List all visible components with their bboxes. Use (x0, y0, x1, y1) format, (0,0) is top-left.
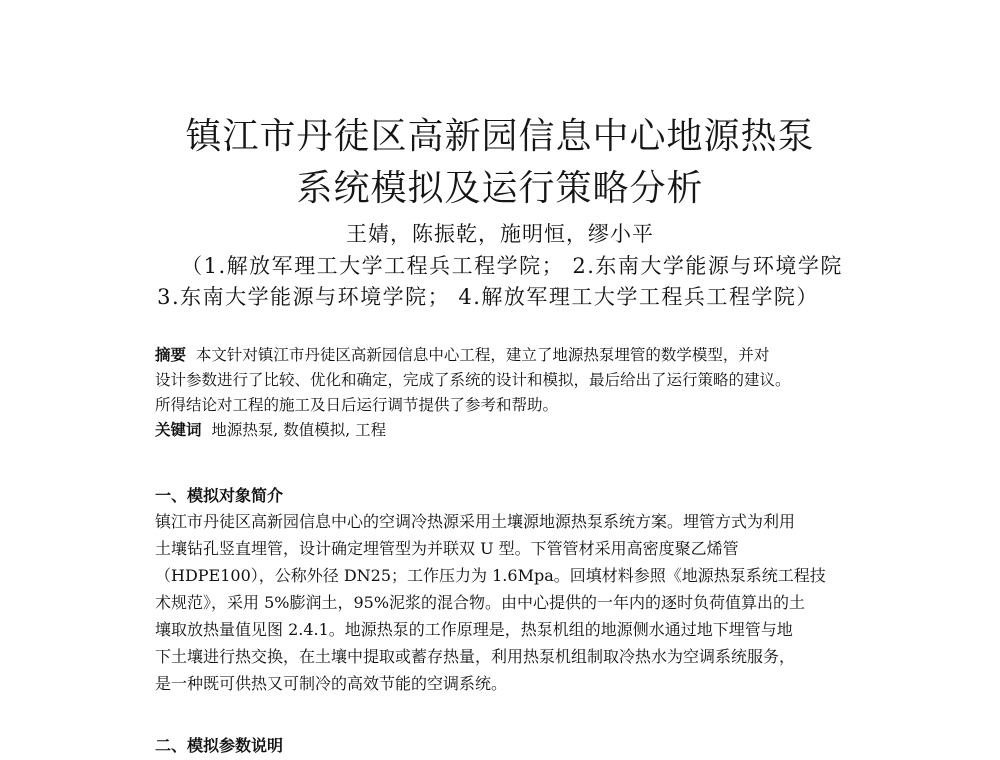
section-2-heading: 二、模拟参数说明 (155, 736, 284, 755)
body-line: 是一种既可供热又可制冷的高效节能的空调系统。 (155, 674, 508, 693)
author-list: 王婧，陈振乾，施明恒，缪小平 (346, 222, 654, 246)
abstract-line-2: 设计参数进行了比较、优化和确定，完成了系统的设计和模拟，最后给出了运行策略的建议。 (155, 371, 791, 389)
section-1-heading: 一、模拟对象简介 (155, 486, 284, 505)
affiliation-line-1: （1.解放军理工大学工程兵工程学院； 2.东南大学能源与环境学院 (181, 254, 843, 278)
abstract (155, 343, 855, 418)
paper-title-line-2: 系统模拟及运行策略分析 (296, 168, 704, 209)
abstract-label: 摘要 (155, 346, 187, 364)
abstract-line-1 (155, 343, 855, 368)
body-line: （HDPE100），公称外径 DN25；工作压力为 1.6Mpa。回填材料参照《地源热泵系统工程技 (155, 566, 826, 585)
keywords-label: 关键词 (155, 421, 202, 439)
keywords-text: 地源热泵, 数值模拟, 工程 (211, 421, 387, 439)
abstract-line-3: 所得结论对工程的施工及日后运行调节提供了参考和帮助。 (155, 396, 559, 414)
paper-title-line-1: 镇江市丹徒区高新园信息中心地源热泵 (185, 116, 815, 157)
body-line: 下土壤进行热交换，在土壤中提取或蓄存热量，利用热泵机组制取冷热水为空调系统服务， (155, 647, 796, 666)
section-1-body (155, 508, 855, 697)
body-line: 镇江市丹徒区高新园信息中心的空调冷热源采用土壤源地源热泵系统方案。埋管方式为利用 (155, 512, 796, 531)
body-line: 土壤钻孔竖直埋管，设计确定埋管型为并联双 U 型。下管管材采用高密度聚乙烯管 (155, 539, 739, 558)
body-line: 壤取放热量值见图 2.4.1。地源热泵的工作原理是，热泵机组的地源侧水通过地下埋管与地 (155, 620, 793, 639)
affiliation-line-2: 3.东南大学能源与环境学院； 4.解放军理工大学工程兵工程学院） (157, 285, 819, 309)
keywords (155, 418, 855, 443)
abstract-text-1: 本文针对镇江市丹徒区高新园信息中心工程，建立了地源热泵埋管的数学模型，并对 (195, 346, 770, 364)
body-line: 术规范》，采用 5%膨润土，95%泥浆的混合物。由中心提供的一年内的逐时负荷值算出的土 (155, 593, 806, 612)
